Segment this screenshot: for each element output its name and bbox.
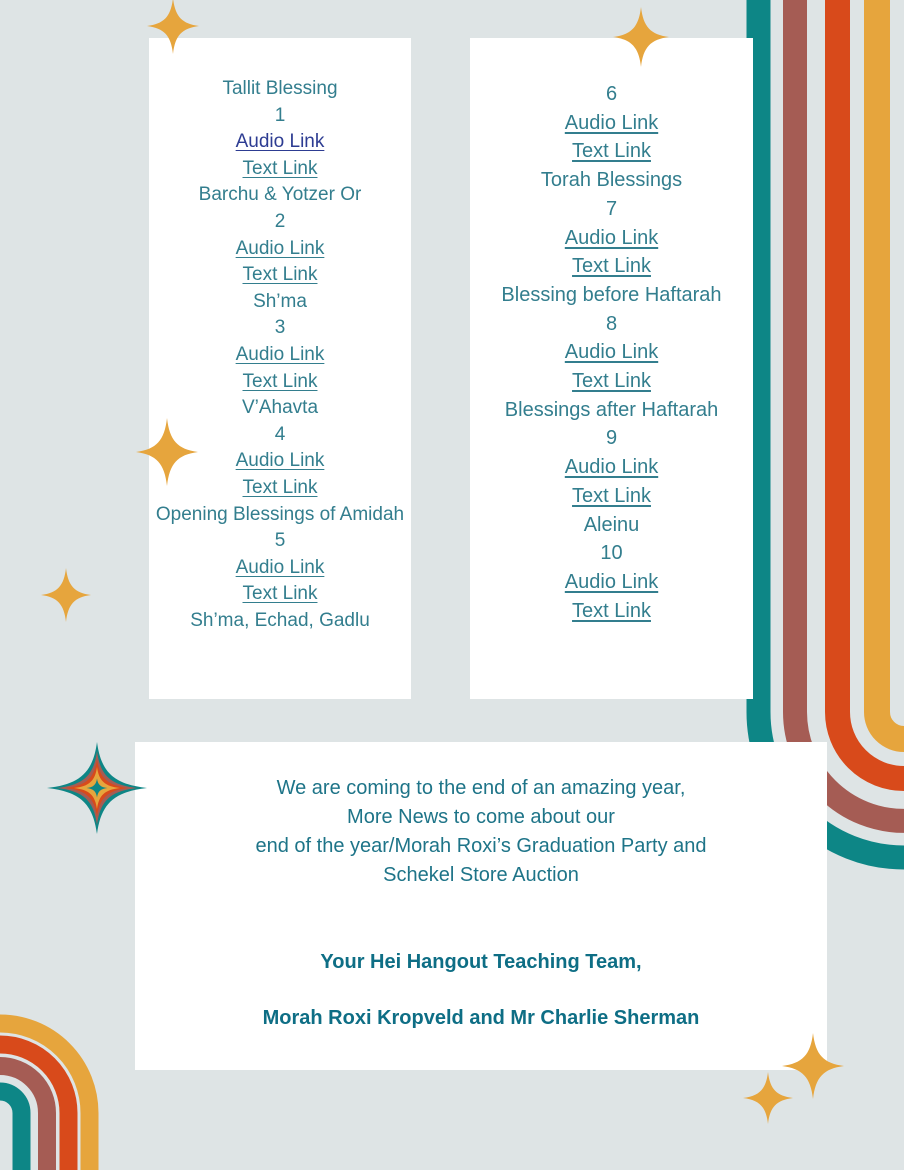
audio-link[interactable]: Audio Link xyxy=(235,450,325,472)
text-link[interactable]: Text Link xyxy=(242,157,318,179)
layered-sparkle-icon xyxy=(47,742,147,834)
closing-line: More News to come about our xyxy=(347,806,615,828)
closing-message xyxy=(135,742,827,1033)
blessing-title: Torah Blessings xyxy=(540,169,683,192)
audio-link[interactable]: Audio Link xyxy=(235,343,325,365)
text-link[interactable]: Text Link xyxy=(242,264,318,286)
blessing-number: 6 xyxy=(605,83,618,105)
closing-card xyxy=(135,742,827,1070)
signature-team: Your Hei Hangout Teaching Team, xyxy=(320,951,642,973)
blessing-title: V’Ahavta xyxy=(241,397,319,419)
blessing-number: 3 xyxy=(274,317,286,339)
blessing-title: Tallit Blessing xyxy=(222,78,338,99)
blessing-title: Blessings after Haftarah xyxy=(504,398,719,421)
sparkle-star-icon xyxy=(743,1072,793,1124)
closing-line: Schekel Store Auction xyxy=(383,864,579,886)
right-blessings-card xyxy=(470,38,753,699)
audio-link[interactable]: Audio Link xyxy=(235,556,325,578)
signature-names: Morah Roxi Kropveld and Mr Charlie Sherman xyxy=(262,1007,700,1029)
blessing-title: Aleinu xyxy=(583,513,640,536)
blessing-number: 2 xyxy=(274,210,286,232)
blessing-title: Sh’ma, Echad, Gadlu xyxy=(190,609,370,631)
blessing-number: 10 xyxy=(600,542,623,565)
blessing-title: Blessing before Haftarah xyxy=(501,283,722,306)
text-link[interactable]: Text Link xyxy=(242,476,318,498)
blessing-number: 4 xyxy=(274,423,286,445)
text-link[interactable]: Text Link xyxy=(572,484,651,507)
sparkle-star-icon xyxy=(41,568,91,622)
closing-line: end of the year/Morah Roxi’s Graduation Party and xyxy=(255,835,707,857)
audio-link[interactable]: Audio Link xyxy=(235,237,325,259)
audio-link[interactable]: Audio Link xyxy=(235,131,325,153)
text-link[interactable]: Text Link xyxy=(242,583,318,605)
text-link[interactable]: Text Link xyxy=(572,140,651,163)
audio-link[interactable]: Audio Link xyxy=(564,111,659,134)
left-blessings-card xyxy=(149,38,411,699)
left-blessings-list xyxy=(149,38,411,634)
closing-paragraph xyxy=(135,774,827,890)
blessing-number: 7 xyxy=(605,197,618,220)
closing-line: We are coming to the end of an amazing year, xyxy=(276,777,686,799)
text-link[interactable]: Text Link xyxy=(572,599,651,622)
blessing-title: Sh’ma xyxy=(253,290,307,312)
audio-link[interactable]: Audio Link xyxy=(564,226,659,249)
blessing-title: Barchu & Yotzer Or xyxy=(198,184,362,206)
text-link[interactable]: Text Link xyxy=(572,370,651,393)
audio-link[interactable]: Audio Link xyxy=(564,341,659,364)
audio-link[interactable]: Audio Link xyxy=(564,570,659,593)
blessing-number: 1 xyxy=(274,104,286,126)
blessing-title: Opening Blessings of Amidah xyxy=(155,503,405,525)
right-blessings-list xyxy=(470,38,753,625)
text-link[interactable]: Text Link xyxy=(242,370,318,392)
audio-link[interactable]: Audio Link xyxy=(564,456,659,479)
blessing-number: 9 xyxy=(605,427,618,450)
blessing-number: 8 xyxy=(605,312,618,335)
blessing-number: 5 xyxy=(274,530,286,552)
text-link[interactable]: Text Link xyxy=(572,255,651,278)
